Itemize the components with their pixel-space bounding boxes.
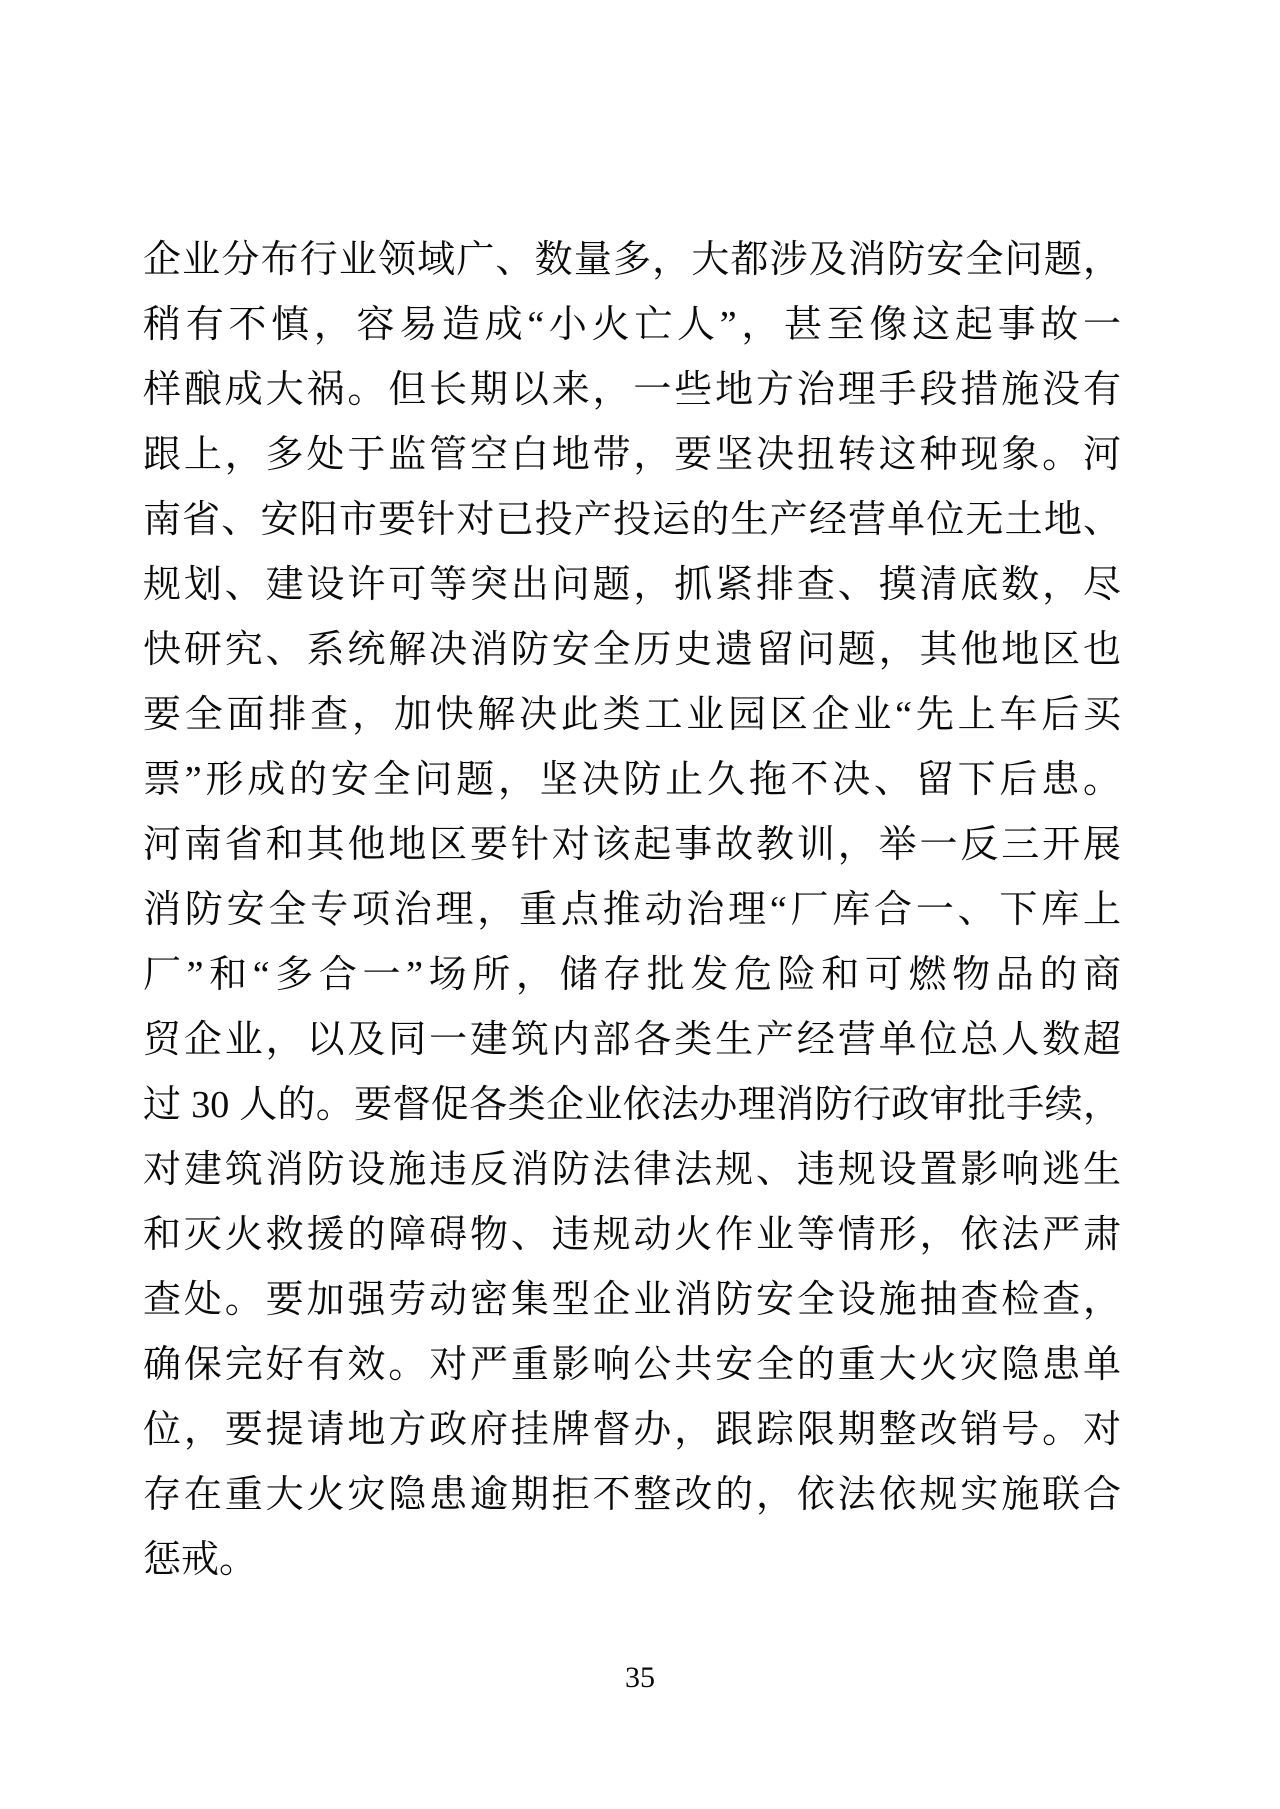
text-line: 位，要提请地方政府挂牌督办，跟踪限期整改销号。对 bbox=[143, 1409, 1121, 1451]
text-line: 规划、建设许可等突出问题，抓紧排查、摸清底数，尽 bbox=[143, 564, 1121, 606]
text-line: 惩戒。 bbox=[143, 1539, 258, 1581]
text-line: 查处。要加强劳动密集型企业消防安全设施抽查检查， bbox=[143, 1279, 1121, 1321]
text-line: 稍有不慎，容易造成“小火亡人”，甚至像这起事故一 bbox=[143, 304, 1121, 346]
text-line: 确保完好有效。对严重影响公共安全的重大火灾隐患单 bbox=[143, 1344, 1121, 1386]
text-line: 贸企业，以及同一建筑内部各类生产经营单位总人数超 bbox=[143, 1019, 1121, 1061]
text-line: 和灭火救援的障碍物、违规动火作业等情形，依法严肃 bbox=[143, 1214, 1121, 1256]
body-text bbox=[143, 228, 1121, 1593]
text-line: 快研究、系统解决消防安全历史遗留问题，其他地区也 bbox=[143, 629, 1121, 671]
text-line: 厂”和“多合一”场所，储存批发危险和可燃物品的商 bbox=[143, 954, 1121, 996]
text-line: 河南省和其他地区要针对该起事故教训，举一反三开展 bbox=[143, 824, 1121, 866]
text-line: 对建筑消防设施违反消防法律法规、违规设置影响逃生 bbox=[143, 1149, 1121, 1191]
text-line: 要全面排查，加快解决此类工业园区企业“先上车后买 bbox=[143, 694, 1121, 736]
text-line: 票”形成的安全问题，坚决防止久拖不决、留下后患。 bbox=[143, 759, 1121, 801]
text-line: 样酿成大祸。但长期以来，一些地方治理手段措施没有 bbox=[143, 369, 1121, 411]
text-line: 过 30 人的。要督促各类企业依法办理消防行政审批手续， bbox=[143, 1084, 1121, 1126]
text-line: 存在重大火灾隐患逾期拒不整改的，依法依规实施联合 bbox=[143, 1474, 1121, 1516]
page-number: 35 bbox=[625, 1661, 655, 1694]
text-line: 企业分布行业领域广、数量多，大都涉及消防安全问题， bbox=[143, 239, 1121, 281]
text-line: 南省、安阳市要针对已投产投运的生产经营单位无土地、 bbox=[143, 499, 1121, 541]
text-line: 消防安全专项治理，重点推动治理“厂库合一、下库上 bbox=[143, 889, 1121, 931]
text-line: 跟上，多处于监管空白地带，要坚决扭转这种现象。河 bbox=[143, 434, 1121, 476]
